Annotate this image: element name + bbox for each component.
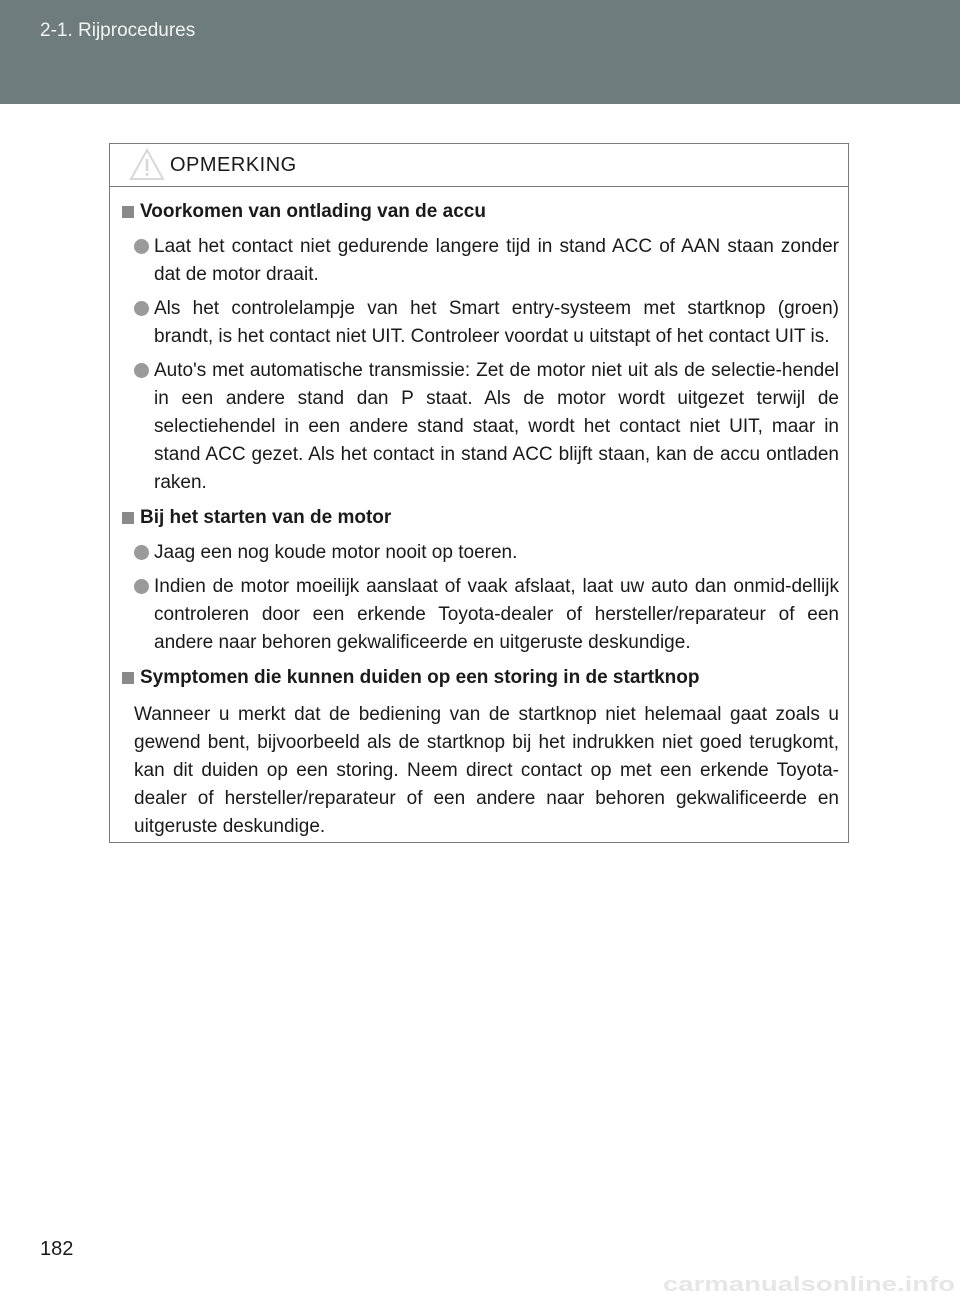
bullet-dot-icon	[134, 545, 149, 560]
bullet-dot-icon	[134, 301, 149, 316]
list-item	[119, 539, 839, 567]
section-title: 2-1. Rijprocedures	[40, 20, 196, 41]
page-header	[0, 0, 960, 104]
list-item	[119, 573, 839, 657]
list-item-text: Als het controlelampje van het Smart entry-systeem met startknop (groen) brandt, is het contact niet UIT. Controleer voordat u uitstapt of het contact UIT is.	[154, 298, 839, 347]
section-heading	[119, 663, 839, 693]
bullet-dot-icon	[134, 579, 149, 594]
notice-body	[110, 187, 848, 841]
list-item-text: Indien de motor moeilijk aanslaat of vaak afslaat, laat uw auto dan onmid-dellijk controleren door een erkende Toyota-dealer of hersteller/reparateur of een andere naar behoren gekwalificeerde en uitgeruste deskundige.	[154, 576, 839, 653]
square-bullet-icon	[122, 512, 134, 524]
list-item-text: Auto's met automatische transmissie: Zet de motor niet uit als de selectie-hendel in een andere stand dan P staat. Als de motor wordt uitgezet terwijl de selectiehendel in een andere stand staat, wordt het contact niet UIT, maar in stand ACC gezet. Als het contact in stand ACC blijft staan, kan de accu ontladen raken.	[154, 360, 839, 493]
section-heading	[119, 503, 839, 533]
section-heading-text: Bij het starten van de motor	[140, 507, 392, 528]
page-number: 182	[40, 1238, 74, 1260]
square-bullet-icon	[122, 672, 134, 684]
notice-header	[110, 144, 848, 187]
watermark-text: carmanualsonline.info	[663, 1275, 955, 1295]
notice-box	[109, 143, 849, 843]
bullet-dot-icon	[134, 363, 149, 378]
square-bullet-icon	[122, 206, 134, 218]
watermark-logo	[663, 1275, 955, 1295]
bullet-dot-icon	[134, 239, 149, 254]
paragraph: Wanneer u merkt dat de bediening van de startknop niet helemaal gaat zoals u gewend bent, bijvoorbeeld als de startknop bij het indrukken niet goed terugkomt, kan dit duiden op een storing. Neem direct contact op met een erkende Toyota-dealer of hersteller/reparateur of een andere naar behoren gekwalificeerde en uitgeruste deskundige.	[134, 704, 839, 837]
section-heading	[119, 197, 839, 227]
list-item	[119, 233, 839, 289]
section-heading-text: Symptomen die kunnen duiden op een storing in de startknop	[140, 667, 700, 688]
list-item	[119, 295, 839, 351]
notice-title: OPMERKING	[170, 154, 297, 176]
list-item-text: Jaag een nog koude motor nooit op toeren.	[154, 542, 518, 563]
warning-triangle-icon	[129, 148, 165, 181]
list-item-text: Laat het contact niet gedurende langere tijd in stand ACC of AAN staan zonder dat de motor draait.	[154, 236, 839, 285]
section-heading-text: Voorkomen van ontlading van de accu	[140, 201, 486, 222]
list-item	[119, 357, 839, 497]
